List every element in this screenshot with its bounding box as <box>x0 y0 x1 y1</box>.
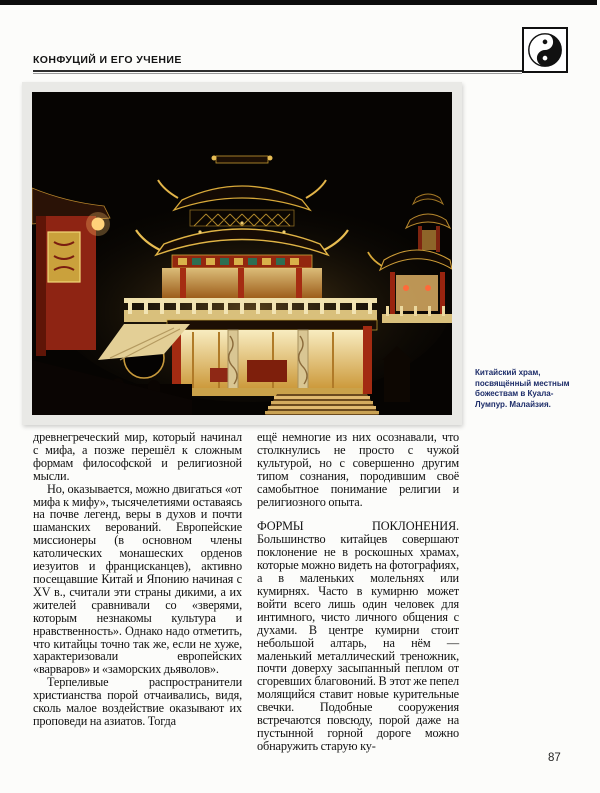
page-number: 87 <box>548 752 561 764</box>
text-column-left <box>33 431 242 728</box>
section-lead: ФОРМЫ ПОКЛОНЕНИЯ. <box>257 519 459 534</box>
top-rule-bar <box>0 0 597 5</box>
paragraph: древнегреческий мир, который начинал с мифа, а позже перешёл к сложным формам философской и религиозной мысли. <box>33 430 242 483</box>
yin-yang-icon <box>527 32 563 68</box>
paragraph: Но, оказывается, можно двигаться «от мифа к мифу», тысячелетиями оставаясь на почве легенд, веры в духов и почти шаманских верований. Европейские миссионеры (в основном члены католических монашеских орденов иезуитов и францисканцев), активно посещавшие Китай и Японию начиная с XV в., считали эти страны дикими, а их жителей сравнивали со «зверями, которым незнакомы культура и нравственность». Однако надо отметить, что китайцы точно так же, если не хуже, характеризовали европейских «варваров» и «заморских дьяволов». <box>33 481 242 677</box>
photo-frame <box>22 82 462 425</box>
text-column-right <box>257 431 459 753</box>
temple-photo-image <box>32 92 452 415</box>
paragraph: Терпеливые распространители христианства порой отчаивались, видя, сколь малое воздействие оказывают их проповеди на азиатов. Тогда <box>33 675 242 728</box>
paragraph: ещё немногие из них осознавали, что столкнулись не просто с чужой культурой, но с совершенно другим типом сознания, породившим своё самобытное понимание религии и религиозного опыта. <box>257 430 459 509</box>
yin-yang-badge <box>522 27 568 73</box>
chapter-header: КОНФУЦИЙ И ЕГО УЧЕНИЕ <box>33 54 182 66</box>
paragraph: ФОРМЫ ПОКЛОНЕНИЯ. Большинство китайцев совершают поклонение не в роскошных храмах, которые можно видеть на фотографиях, а в маленьких молельнях или кумирнях. Часто в кумирню может войти всего лишь один человек для интимного, чисто личного общения с духами. В центре кумирни стоит небольшой алтарь, на нём — маленький металлический треножник, почти доверху засыпанный пеплом от сгоревших благовоний. В этот же пепел молящийся ставит новые курительные свечки. Подобные сооружения встречаются повсюду, порой даже на пустынной горной дороге можно обнаружить старую ку- <box>257 519 459 753</box>
header-rule <box>33 70 522 72</box>
photo-caption: Китайский храм, посвящённый местным божествам в Куала-Лумпур. Малайзия. <box>475 368 570 409</box>
temple-photo <box>32 92 452 415</box>
header-rule-shadow <box>33 73 522 74</box>
